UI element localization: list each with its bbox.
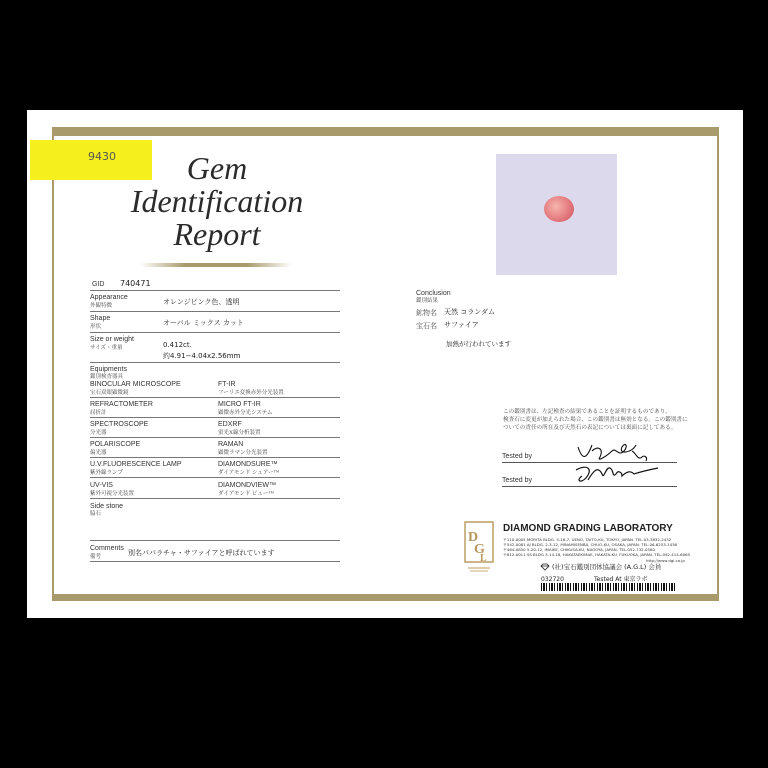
rule-size [90,362,340,363]
rule-equip-5 [90,477,340,478]
size-jp: サイズ・重量 [90,345,123,351]
equip-micro-ftir-jp: 顕微赤外分光システム [218,410,273,416]
rule-side-stone [90,540,340,541]
equip-polariscope-jp: 偏光器 [90,450,107,456]
equip-refractometer-jp: 屈折計 [90,410,107,416]
equip-raman-jp: 顕微ラマン分光装置 [218,450,268,456]
equip-ftir: FT-IR [218,381,236,388]
equip-ftir-jp: フーリエ変換赤外分光装置 [218,390,284,396]
conclusion-label: Conclusion [416,290,451,297]
equip-micro-ftir: MICRO FT-IR [218,401,261,408]
shape-label: Shape [90,315,111,322]
lab-name: DIAMOND GRADING LABORATORY [503,523,673,534]
tested-by-label-1: Tested by [502,453,532,460]
equip-uv-vis-jp: 紫外可視分光装置 [90,491,135,497]
rule-equip-2 [90,417,340,418]
serial-number: 032720 [541,576,564,583]
appearance-jp: 外観特徴 [90,303,113,309]
svg-text:D: D [468,530,479,545]
equip-spectroscope-jp: 分光器 [90,430,107,436]
equip-diamondview-jp: ダイアモンド ビュー™ [218,491,274,497]
lab-website: http://www.dgl.co.jp [646,558,685,563]
svg-text:G: G [474,542,485,557]
gem-name-value: サファイア [444,321,479,329]
title-line-2: Identification [130,183,304,219]
gid-label: GID [92,281,105,288]
lab-address-4: 〒812-0011 SS BLDG 3-14-18, HAKATAEKIMAE, HAKATA-KU, FUKUOKA, JAPAN. TEL.092-414-6065 [503,552,691,557]
appearance-label: Appearance [90,294,128,301]
diamond-icon [540,563,550,571]
disclaimer-line-1: この鑑別書は、左記検査の結果であることを証明するものであり、 [503,409,671,415]
signature-2 [572,462,668,488]
treatment-note: 加熱が行われています [446,340,511,348]
report-title [112,152,322,251]
barcode [541,583,676,591]
shape-jp: 形状 [90,324,102,330]
lab-address-2: 〒542-0081 AJ BLDG. 2-3-12, MINAMISENBA, CHUO-KU, OSAKA, JAPAN. TEL.06-6253-1436 [503,542,678,547]
equip-spectroscope: SPECTROSCOPE [90,421,149,428]
rule-appearance [90,311,340,312]
equip-uv-lamp-jp: 紫外線ランプ [90,470,124,476]
size-dimensions: 約4.91−4.04x2.56mm [163,352,241,360]
rule-equip-6 [90,498,340,499]
size-label: Size or weight [90,336,134,343]
equip-polariscope: POLARISCOPE [90,441,141,448]
equip-diamondview: DIAMONDVIEW™ [218,482,276,489]
comments-label: Comments [90,545,124,552]
title-underline [140,263,292,267]
svg-text:L: L [480,553,487,564]
equipments-jp: 鑑別検査器具 [90,374,124,380]
association-text: (社)宝石鑑別団体協議会 (A.G.L) 会員 [552,563,662,571]
equip-binocular: BINOCULAR MICROSCOPE [90,381,181,388]
gem-stone-image [544,196,574,222]
rule-equip-1 [90,397,340,398]
rule-shape [90,332,340,333]
rule-gid [90,290,340,291]
appearance-value: オレンジピンク色、透明 [163,298,240,306]
dgl-logo [464,521,494,575]
sticky-note-text: 9430 [88,150,116,163]
equipments-label: Equipments [90,366,127,373]
comments-jp: 備考 [90,554,102,560]
species-label: 鉱物名 [416,309,437,317]
title-line-3: Report [173,216,261,252]
equip-diamondsure: DIAMONDSURE™ [218,461,278,468]
equip-uv-lamp: U.V.FLUORESCENCE LAMP [90,461,182,468]
gem-name-label: 宝石名 [416,322,437,330]
equip-uv-vis: UV-VIS [90,482,113,489]
equip-edxrf-jp: 蛍光X線分析装置 [218,430,261,436]
equip-diamondsure-jp: ダイアモンド シュアー™ [218,470,279,476]
side-stone-label: Side stone [90,503,124,510]
species-value: 天然 コランダム [444,308,495,316]
rule-comments [90,561,340,562]
gid-value: 740471 [120,279,151,288]
lab-address-3: 〒464-0850 5-20-12, IMAIKE, CHIKUSA-KU, NAGOYA, JAPAN. TEL.052-732-0580 [503,547,655,552]
disclaimer-line-2: 検査石に変更が加えられた場合、この鑑別書は無効となる。この鑑別書に [503,417,688,423]
size-weight: 0.412ct. [163,341,192,349]
equip-binocular-jp: 宝石双眼顕微鏡 [90,390,129,396]
side-stone-jp: 脇石 [90,511,102,517]
equip-refractometer: REFRACTOMETER [90,401,153,408]
equip-raman: RAMAN [218,441,244,448]
tested-at: Tested At 東京ラボ [594,576,648,583]
tested-by-label-2: Tested by [502,477,532,484]
title-line-1: Gem [186,150,248,186]
shape-value: オーバル ミックス カット [163,319,244,327]
comments-value: 別名パパラチャ・サファイアと呼ばれています [128,549,275,557]
rule-equip-4 [90,457,340,458]
conclusion-jp: 鑑別結果 [416,298,439,304]
rule-equip-3 [90,437,340,438]
disclaimer-line-3: ついての責任の所在及び天然石の表記については裏面に記してある。 [503,425,677,431]
equip-edxrf: EDXRF [218,421,242,428]
lab-address-1: 〒110-0005 MORITA BLDG. 5-18-7, UENO, TAITO-KU, TOKYO, JAPAN. TEL.03-3832-2432 [503,537,672,542]
